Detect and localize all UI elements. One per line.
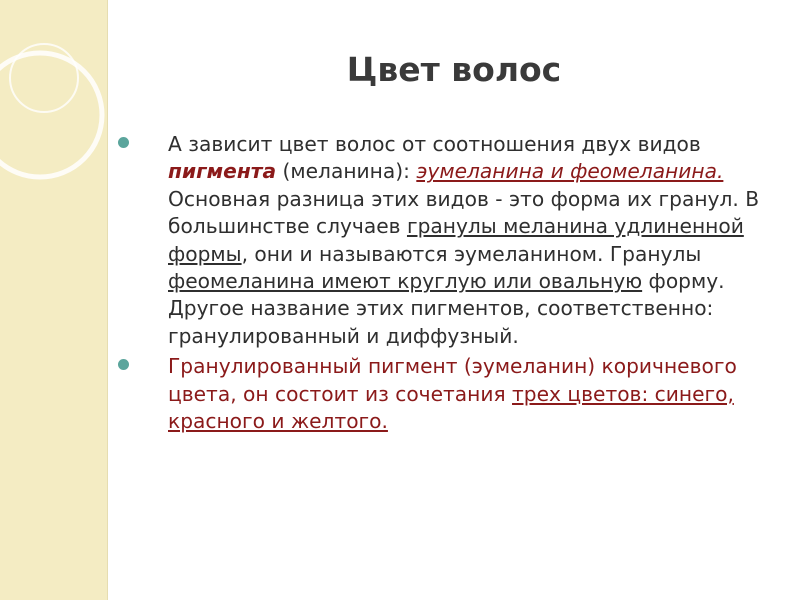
text-run: Основная разница этих видов - это форма их гранул. В большинстве случаев [168, 186, 760, 239]
slide-content [140, 131, 770, 438]
text-run: форму. Другое название этих пигментов, соответственно: гранулированный и диффузный. [168, 269, 725, 348]
decorative-circles [0, 0, 107, 600]
bullet-icon [118, 137, 129, 148]
underlined-phrase-elongated: гранулы меланина удлиненной формы [168, 214, 744, 266]
term-eumelanin-pheomelanin: эумеланина и феомеланина. [416, 159, 724, 184]
paragraph-text [140, 353, 770, 435]
text-run: (меланина): [276, 159, 417, 184]
text-run: , они и называются эумеланином. Гранулы [241, 241, 702, 266]
decorative-ring-large [0, 53, 102, 177]
underlined-phrase-three-colors: трех цветов: синего, красного и желтого. [168, 381, 734, 434]
panel-divider [107, 0, 108, 600]
paragraph-granular-pigment [140, 353, 770, 435]
paragraph-pigment-types [140, 131, 770, 350]
text-run: А зависит цвет волос от соотношения двух видов [168, 132, 701, 156]
paragraph-text [140, 131, 770, 350]
slide-title: Цвет волос [346, 50, 562, 89]
bullet-icon [118, 359, 129, 370]
decorative-side-panel [0, 0, 107, 600]
term-pigment: пигмента [168, 159, 277, 184]
text-run: Гранулированный пигмент (эумеланин) коричневого цвета, он состоит из сочетания [168, 354, 737, 406]
underlined-phrase-round-oval: феомеланина имеют круглую или овальную [168, 269, 643, 294]
